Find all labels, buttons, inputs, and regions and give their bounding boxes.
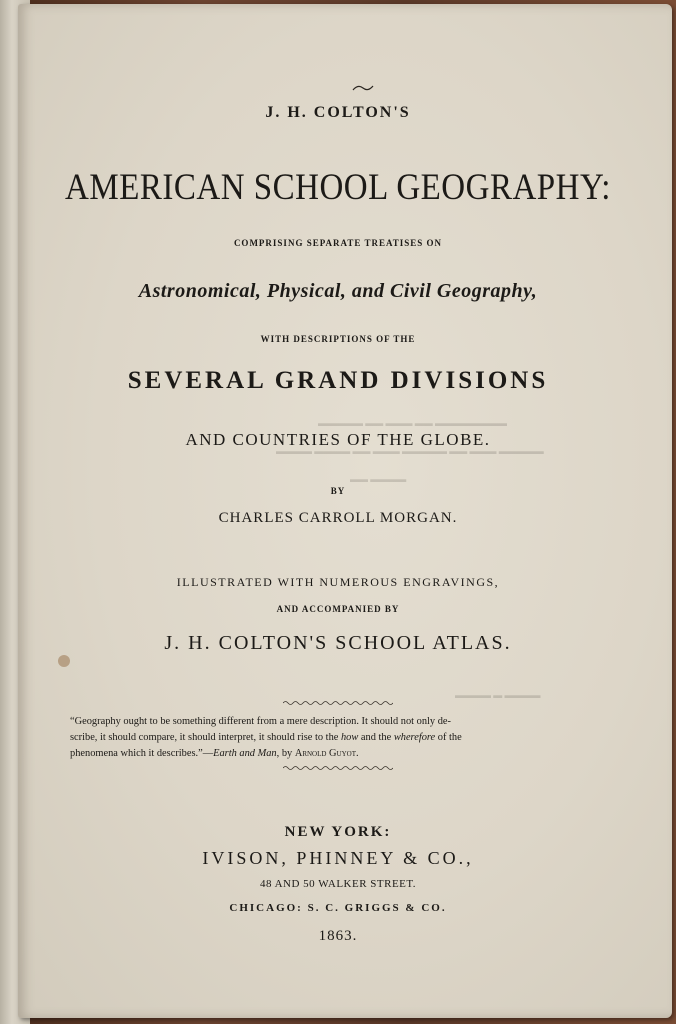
show-through-text: ▬▬▬▬▬ ▬▬ ▬▬▬ ▬▬ ▬▬▬▬▬▬▬▬ bbox=[318, 418, 507, 428]
show-through-text: ▬▬ ▬▬▬▬ bbox=[350, 474, 407, 484]
quote-line-1: “Geography ought to be something different from a mere description. It should not only de- bbox=[70, 716, 451, 727]
grand-divisions-line: SEVERAL GRAND DIVISIONS bbox=[127, 367, 549, 394]
publisher-line: J. H. COLTON'S bbox=[265, 104, 411, 121]
quote-source: Earth and Man bbox=[213, 748, 277, 759]
illustrated-line: ILLUSTRATED WITH NUMEROUS ENGRAVINGS, bbox=[176, 575, 500, 589]
ornament-rule bbox=[283, 765, 393, 771]
year-line: 1863. bbox=[318, 928, 358, 944]
quote-text: phenomena which it describes.”— bbox=[70, 748, 214, 759]
quote-emphasis: how bbox=[340, 732, 359, 743]
with-descriptions-line: WITH DESCRIPTIONS OF THE bbox=[260, 334, 416, 344]
main-title: AMERICAN SCHOOL GEOGRAPHY: bbox=[65, 167, 611, 209]
chicago-line: CHICAGO: S. C. GRIGGS & CO. bbox=[229, 902, 447, 914]
atlas-line: J. H. COLTON'S SCHOOL ATLAS. bbox=[164, 632, 512, 654]
quote-text: , by bbox=[276, 748, 295, 759]
by-line: BY bbox=[330, 486, 346, 496]
comprising-line: COMPRISING SEPARATE TREATISES ON bbox=[233, 238, 443, 248]
quote-author: Arnold Guyot bbox=[294, 748, 356, 759]
quote-text: and the bbox=[358, 732, 394, 743]
epigraph-quote bbox=[70, 714, 610, 762]
address-line: 48 AND 50 WALKER STREET. bbox=[259, 878, 417, 890]
tilde-mark bbox=[352, 84, 374, 92]
countries-line: AND COUNTRIES OF THE GLOBE. bbox=[185, 430, 491, 449]
city-line: NEW YORK: bbox=[284, 824, 392, 840]
page-stain bbox=[58, 655, 70, 667]
quote-text: of the bbox=[435, 732, 462, 743]
quote-line-2 bbox=[70, 730, 610, 746]
publisher-firm: IVISON, PHINNEY & CO., bbox=[202, 848, 474, 868]
quote-text: . bbox=[355, 748, 359, 759]
show-through-text: ▬▬▬▬ ▬ ▬▬▬▬ bbox=[455, 690, 541, 700]
treatises-line: Astronomical, Physical, and Civil Geography, bbox=[138, 280, 538, 302]
quote-emphasis: wherefore bbox=[393, 732, 436, 743]
author-line: CHARLES CARROLL MORGAN. bbox=[218, 510, 458, 526]
quote-line-3 bbox=[70, 746, 610, 762]
show-through-text: ▬▬▬▬ ▬▬▬▬ ▬▬ ▬▬▬ ▬▬▬▬▬ ▬▬ ▬▬▬ ▬▬▬▬▬ bbox=[276, 446, 544, 456]
quote-text: scribe, it should compare, it should interpret, it should rise to the bbox=[70, 732, 341, 743]
ornament-rule bbox=[283, 700, 393, 706]
accompanied-line: AND ACCOMPANIED BY bbox=[276, 604, 400, 614]
